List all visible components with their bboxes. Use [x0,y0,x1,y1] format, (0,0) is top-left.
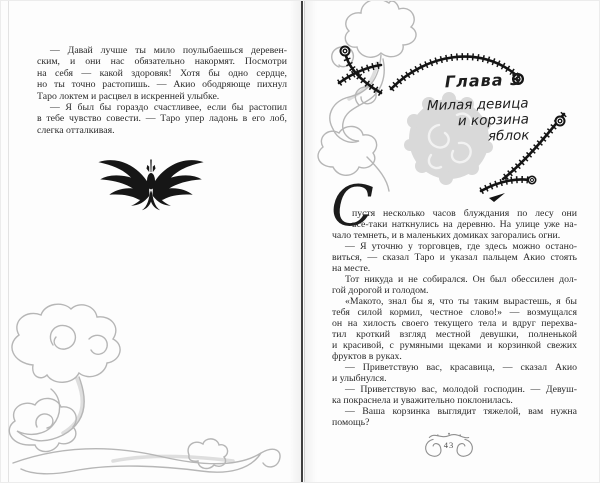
cloud-ornament-icon [0,295,293,483]
text-line: пустя несколько часов блуждания по лесу они [352,208,577,219]
text-line: — Я уточню у торговцев, где здесь можно остано- [345,241,577,252]
text-line: на себя — какой здоровяк! Хотя бы одно сердце, [37,67,287,79]
text-line: и улыбнулся. [332,373,387,384]
text-line: Таро локтем и расцвел в искренней улыбке. [37,90,220,102]
text-line: слегка отталкивая. [37,124,115,136]
chapter-title-line: и корзина [457,111,530,130]
text-line: Тот никуда и не собирался. Он был обессилен дол- [345,274,577,285]
text-line: чало темнеть, и в маленьких домиках загорались огни. [332,230,561,241]
text-line: фруктов в руках. [332,351,402,362]
text-line: и красивой, с румяными щеками и корзинкой свежих [332,340,577,351]
chapter-label: Глава 3 [444,69,523,92]
text-line: помощь? [332,417,370,428]
text-line: тил кроткий взгляд местной девушки, полненькой [332,329,577,340]
text-line: тебя силой кормил, честное слово!» — возмущался [332,307,577,318]
chapter-title-line: Милая девица [426,95,529,115]
phoenix-bird-icon [95,154,207,212]
text-line: все-таки наткнулись на деревню. На улице уже на- [352,219,577,230]
text-line: — Приветствую вас, молодой господин. — Девуш- [345,384,577,395]
left-page-text [37,45,287,136]
chapter-title-line: яблок [487,127,530,145]
text-line: — Я был бы гораздо счастливее, если бы растопил [50,101,287,113]
text-line: ским, и они нас обязательно накормят. Посмотри [37,56,287,68]
text-line: — Давай лучше ты мило поулыбаешься деревен- [50,45,287,56]
text-line: гой дорогой и голодом. [332,285,429,296]
text-line: виться, — сказал Таро и указал пальцем Акио стоять [332,252,577,263]
right-page-text [332,208,577,428]
text-line: — Приветствую вас, красавица, — сказал Акио [345,362,577,373]
page-number: 43 [443,440,455,450]
text-line: «Макото, знал бы я, что ты таким вырастешь, я бы [345,296,577,307]
text-line: он на хилость своего текущего тела и вдруг перехва- [332,318,577,329]
text-line: в тебе чувство совести. — Таро упер ладонь в его лоб, [37,113,287,125]
text-line: на месте. [332,263,371,274]
text-line: ка покраснела и уважительно поклонилась. [332,395,513,406]
chapter-title [408,95,529,146]
text-line: но ты точно растопишь. — Акио ободряюще пихнул [37,79,287,91]
text-line: — Ваша корзинка выглядит тяжелой, вам нужна [345,406,577,417]
drop-cap: С [331,174,374,239]
